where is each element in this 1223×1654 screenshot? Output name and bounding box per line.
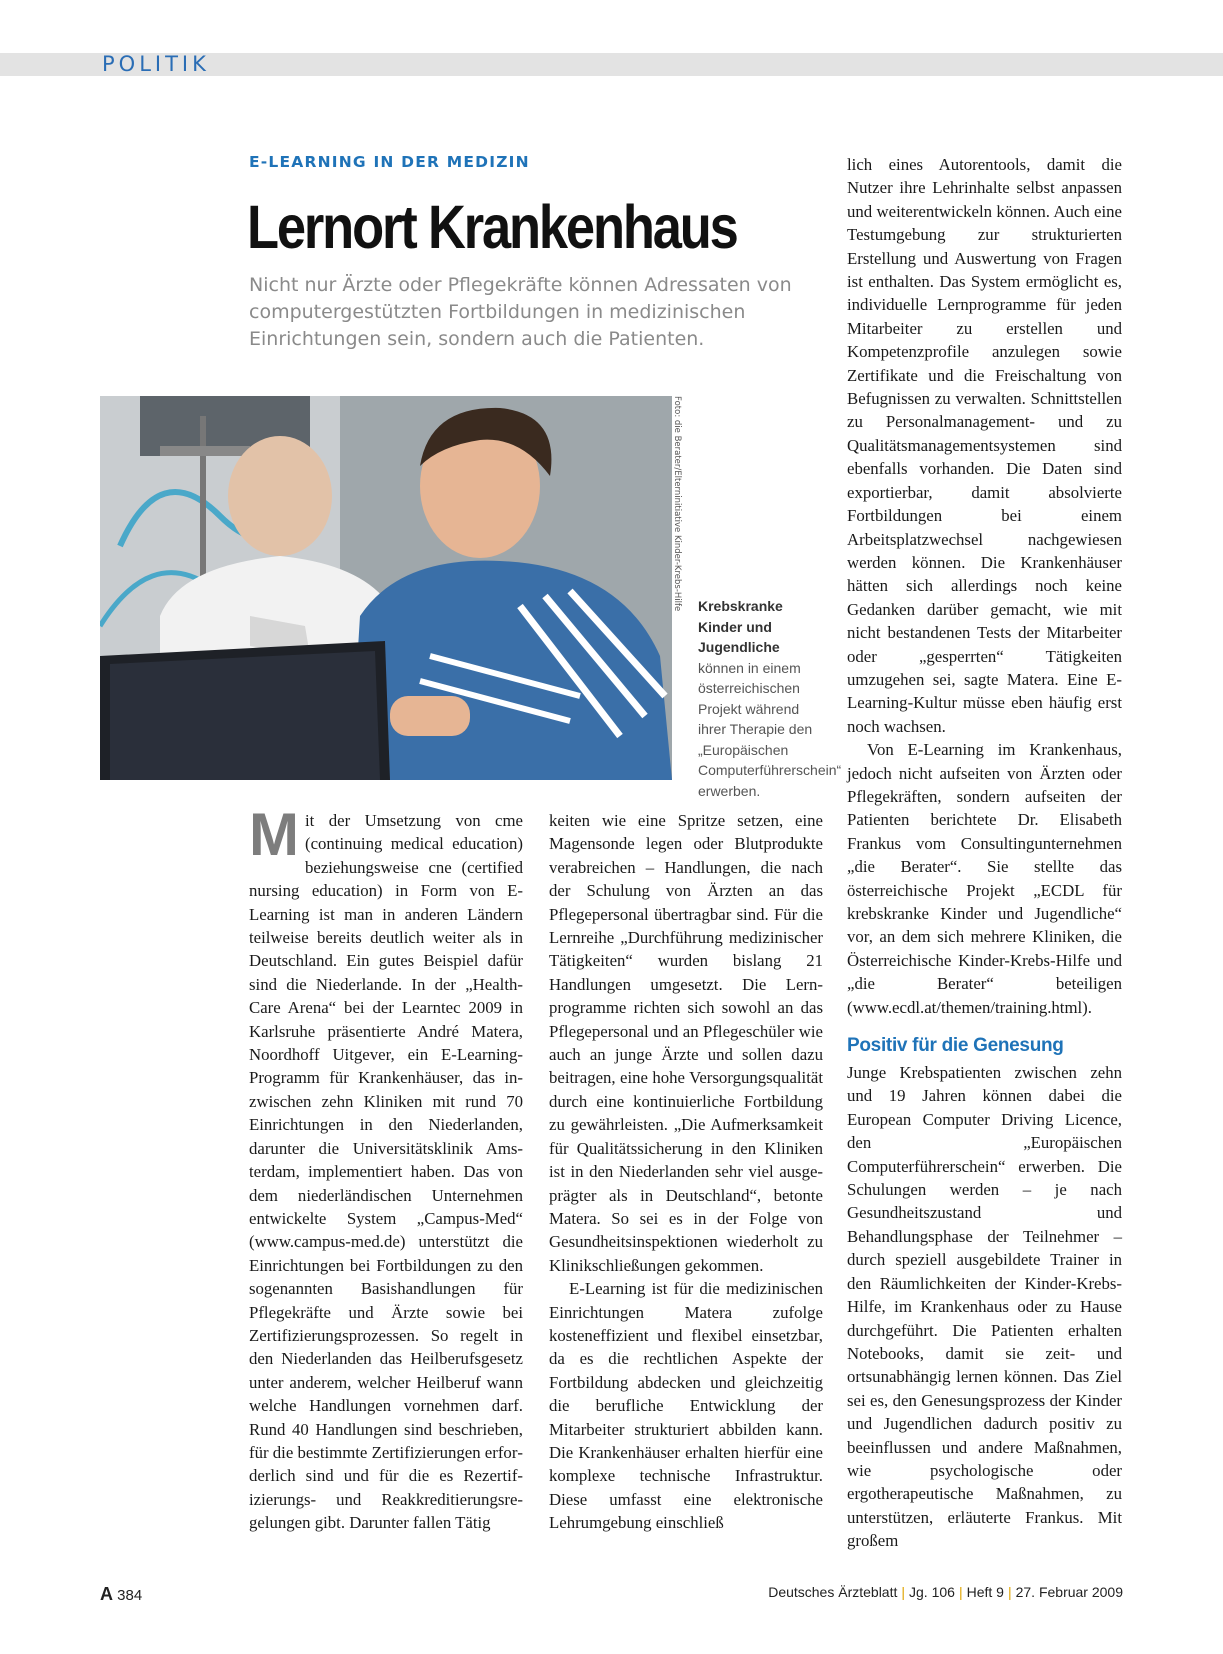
caption-bold: Krebskranke Kinder und Jugendliche xyxy=(698,598,783,655)
body-column-2 xyxy=(549,809,823,1569)
article-kicker: E-LEARNING IN DER MEDIZIN xyxy=(249,153,530,171)
photo-caption xyxy=(698,596,842,801)
section-label: POLITIK xyxy=(102,52,210,76)
paragraph-2: E-Learning ist für die medizinischen Einrichtungen Matera zufolge kosteneffizient und flexibel einsetzbar, da es die rechtlichen Aspekte der Fortbildung abdecken und gleichzeitig die berufliche Entwicklung der Mitarbeiter strukturiert abbilden kann. Die Krankenhäuser erhalten hierfür eine komplexe technische Infrastruktur. Diese umfasst eine elektronische Lehrumgebung einschließ xyxy=(549,1279,823,1533)
paragraph-4: Junge Krebspatienten zwischen zehn und 19 Jahren können dabei die European Computer Driving Licence, den „Europäischen Computerführerschein“ erwerben. Die Schulungen werden – je nach Gesundheitszustand und Behandlungsphase der Teilnehmer – durch speziell ausgebildete Trainer in den Räumlichkeiten der Kinder-Krebs-Hilfe, im Krankenhaus oder zu Hause durchgeführt. Die Patienten erhalten Notebooks, damit sie zeit- und ortsunabhängig lernen können. Das Ziel sei es, den Genesungsprozess der Kinder und Jugendlichen dadurch positiv zu beeinflussen und andere Maßnahmen, wie psychologische oder ergotherapeutische Maßnahmen, zu unterstützen, erläuterte Frankus. Mit großem xyxy=(847,1063,1122,1551)
journal-info xyxy=(768,1584,1123,1600)
body-column-1 xyxy=(249,801,523,1569)
article-photo xyxy=(100,396,672,780)
article-lead: Nicht nur Ärzte oder Pflegekräfte können Adressaten von computergestützten Fortbildungen in medizinischen Einrichtungen sein, sondern auch die Patienten. xyxy=(249,274,792,350)
article-headline: Lernort Krankenhaus xyxy=(247,193,737,261)
journal-issue: Heft 9 xyxy=(966,1584,1004,1600)
caption-text: können in einem österreichischen Projekt während ihrer Therapie den „Europäischen Computerführerschein“ erwerben. xyxy=(698,659,842,799)
journal-date: 27. Februar 2009 xyxy=(1015,1584,1123,1600)
paragraph-3: Von E-Learning im Krankenhaus, jedoch nicht aufseiten von Ärzten oder Pflegekräften, sondern aufseiten der Patienten berichtete Dr. Elisabeth Frankus vom Consultingunternehmen „die Berater“. Sie stellte das österreichische Projekt „ECDL für krebskranke Kinder und Jugendliche“ vor, an dem sich mehrere Kliniken, die Österreichische Kinder-Krebs-Hilfe und „die Berater“ beteiligen (www.ecdl.at/themen/training.html). xyxy=(847,740,1122,1017)
subheading: Positiv für die Genesung xyxy=(847,1035,1064,1057)
paragraph-2-cont: lich eines Autorentools, damit die Nutzer ihre Lehrinhalte selbst anpassen und weiterentwickeln können. Auch eine Testumgebung zur strukturierten Erstellung und Auswertung von Fragen ist enthalten. Das System ermöglicht es, individuelle Lernprogramme für jeden Mitarbeiter zu erstellen und Kompetenzprofile anzulegen sowie Zertifikate und die Freischaltung von Befugnissen zu verwalten. Schnittstellen zu Personalmanagement- und zu Qualitätsmanagementsystemen sind ebenfalls vorhanden. Die Daten sind exportierbar, damit absolvierte Fortbildungen bei einem Arbeitsplatzwechsel nachgewiesen werden können. Die Krankenhäuser hätten sich allerdings noch keine Gedanken darüber gemacht, wie mit nicht bestandenen Tests der Mitarbeiter oder „gesperrten“ Tätigkeiten umzugehen sei, sagte Matera. Eine E-Learning-Kultur müsse eben häufig erst noch wachsen. xyxy=(847,155,1122,736)
journal-volume: Jg. 106 xyxy=(909,1584,955,1600)
photo-illustration xyxy=(100,396,672,780)
drop-cap: M xyxy=(249,801,299,868)
separator: | xyxy=(1007,1584,1012,1600)
journal-name: Deutsches Ärzteblatt xyxy=(768,1584,898,1600)
separator: | xyxy=(958,1584,963,1600)
separator: | xyxy=(901,1584,906,1600)
paragraph-1-cont: keiten wie eine Spritze setzen, eine Magensonde legen oder Blutprodukte verabreichen – Handlungen, die nach der Schulung von Ärzten an das Pflegepersonal übertragbar sind. Für die Lernreihe „Durchführung medizinischer Tätigkeiten“ wurden bislang 21 Handlungen umgesetzt. Die Lernprogramme richten sich sowohl an das Pflegepersonal und an Pflegeschüler wie auch an junge Ärzte und sollen dazu beitragen, eine hohe Versorgungsqualität durch eine kontinuierliche Fortbildung zu gewährleisten. „Die Aufmerksamkeit für Qualitätssicherung in den Kliniken ist in den Niederlanden sehr viel ausgeprägter als in Deutschland“, betonte Matera. So sei es in der Folge von Gesundheitsinspektionen wiederholt zu Klinikschließungen gekommen. xyxy=(549,811,823,1275)
paragraph-1: it der Umsetzung von cme (continuing medical education) beziehungsweise cne (certified nursing education) in Form von E-Learning ist man in anderen Ländern teilweise bereits deutlich weiter als in Deutschland. Ein gutes Beispiel dafür sind die Niederlande. In der „Health-Care Arena“ bei der Learntec 2009 in Karlsruhe präsentierte André Matera, Noordhoff Uitgever, ein E-Learning-Programm für Krankenhäuser, das inzwischen zehn Kliniken mit rund 70 Einrichtungen in den Niederlanden, darunter die Universitätsklinik Amsterdam, implementiert haben. Das von dem niederländischen Unternehmen entwickelte System „Campus-Med“ (www.campus-med.de) unterstützt die Einrichtungen bei Fortbildungen zu den sogenannten Basishandlungen für Pflegekräfte und Ärzte sowie bei Zertifizierungsprozessen. So regelt in den Niederlanden das Heilberufsgesetz unter anderem, welcher Heilberuf wann welche Handlungen vornehmen darf. Rund 40 Handlungen sind beschrieben, für die bestimmte Zertifizierungen erforderlich sind und für die es Rezertifizierungs- und Reakkreditierungsregelungen gibt. Darunter fallen Tätig xyxy=(249,811,523,1533)
page-number: A 384 xyxy=(100,1584,143,1604)
photo-credit: Foto: die Berater/Elterninitiative Kinder-Krebs-Hilfe xyxy=(672,396,682,612)
body-column-3 xyxy=(847,153,1122,1563)
